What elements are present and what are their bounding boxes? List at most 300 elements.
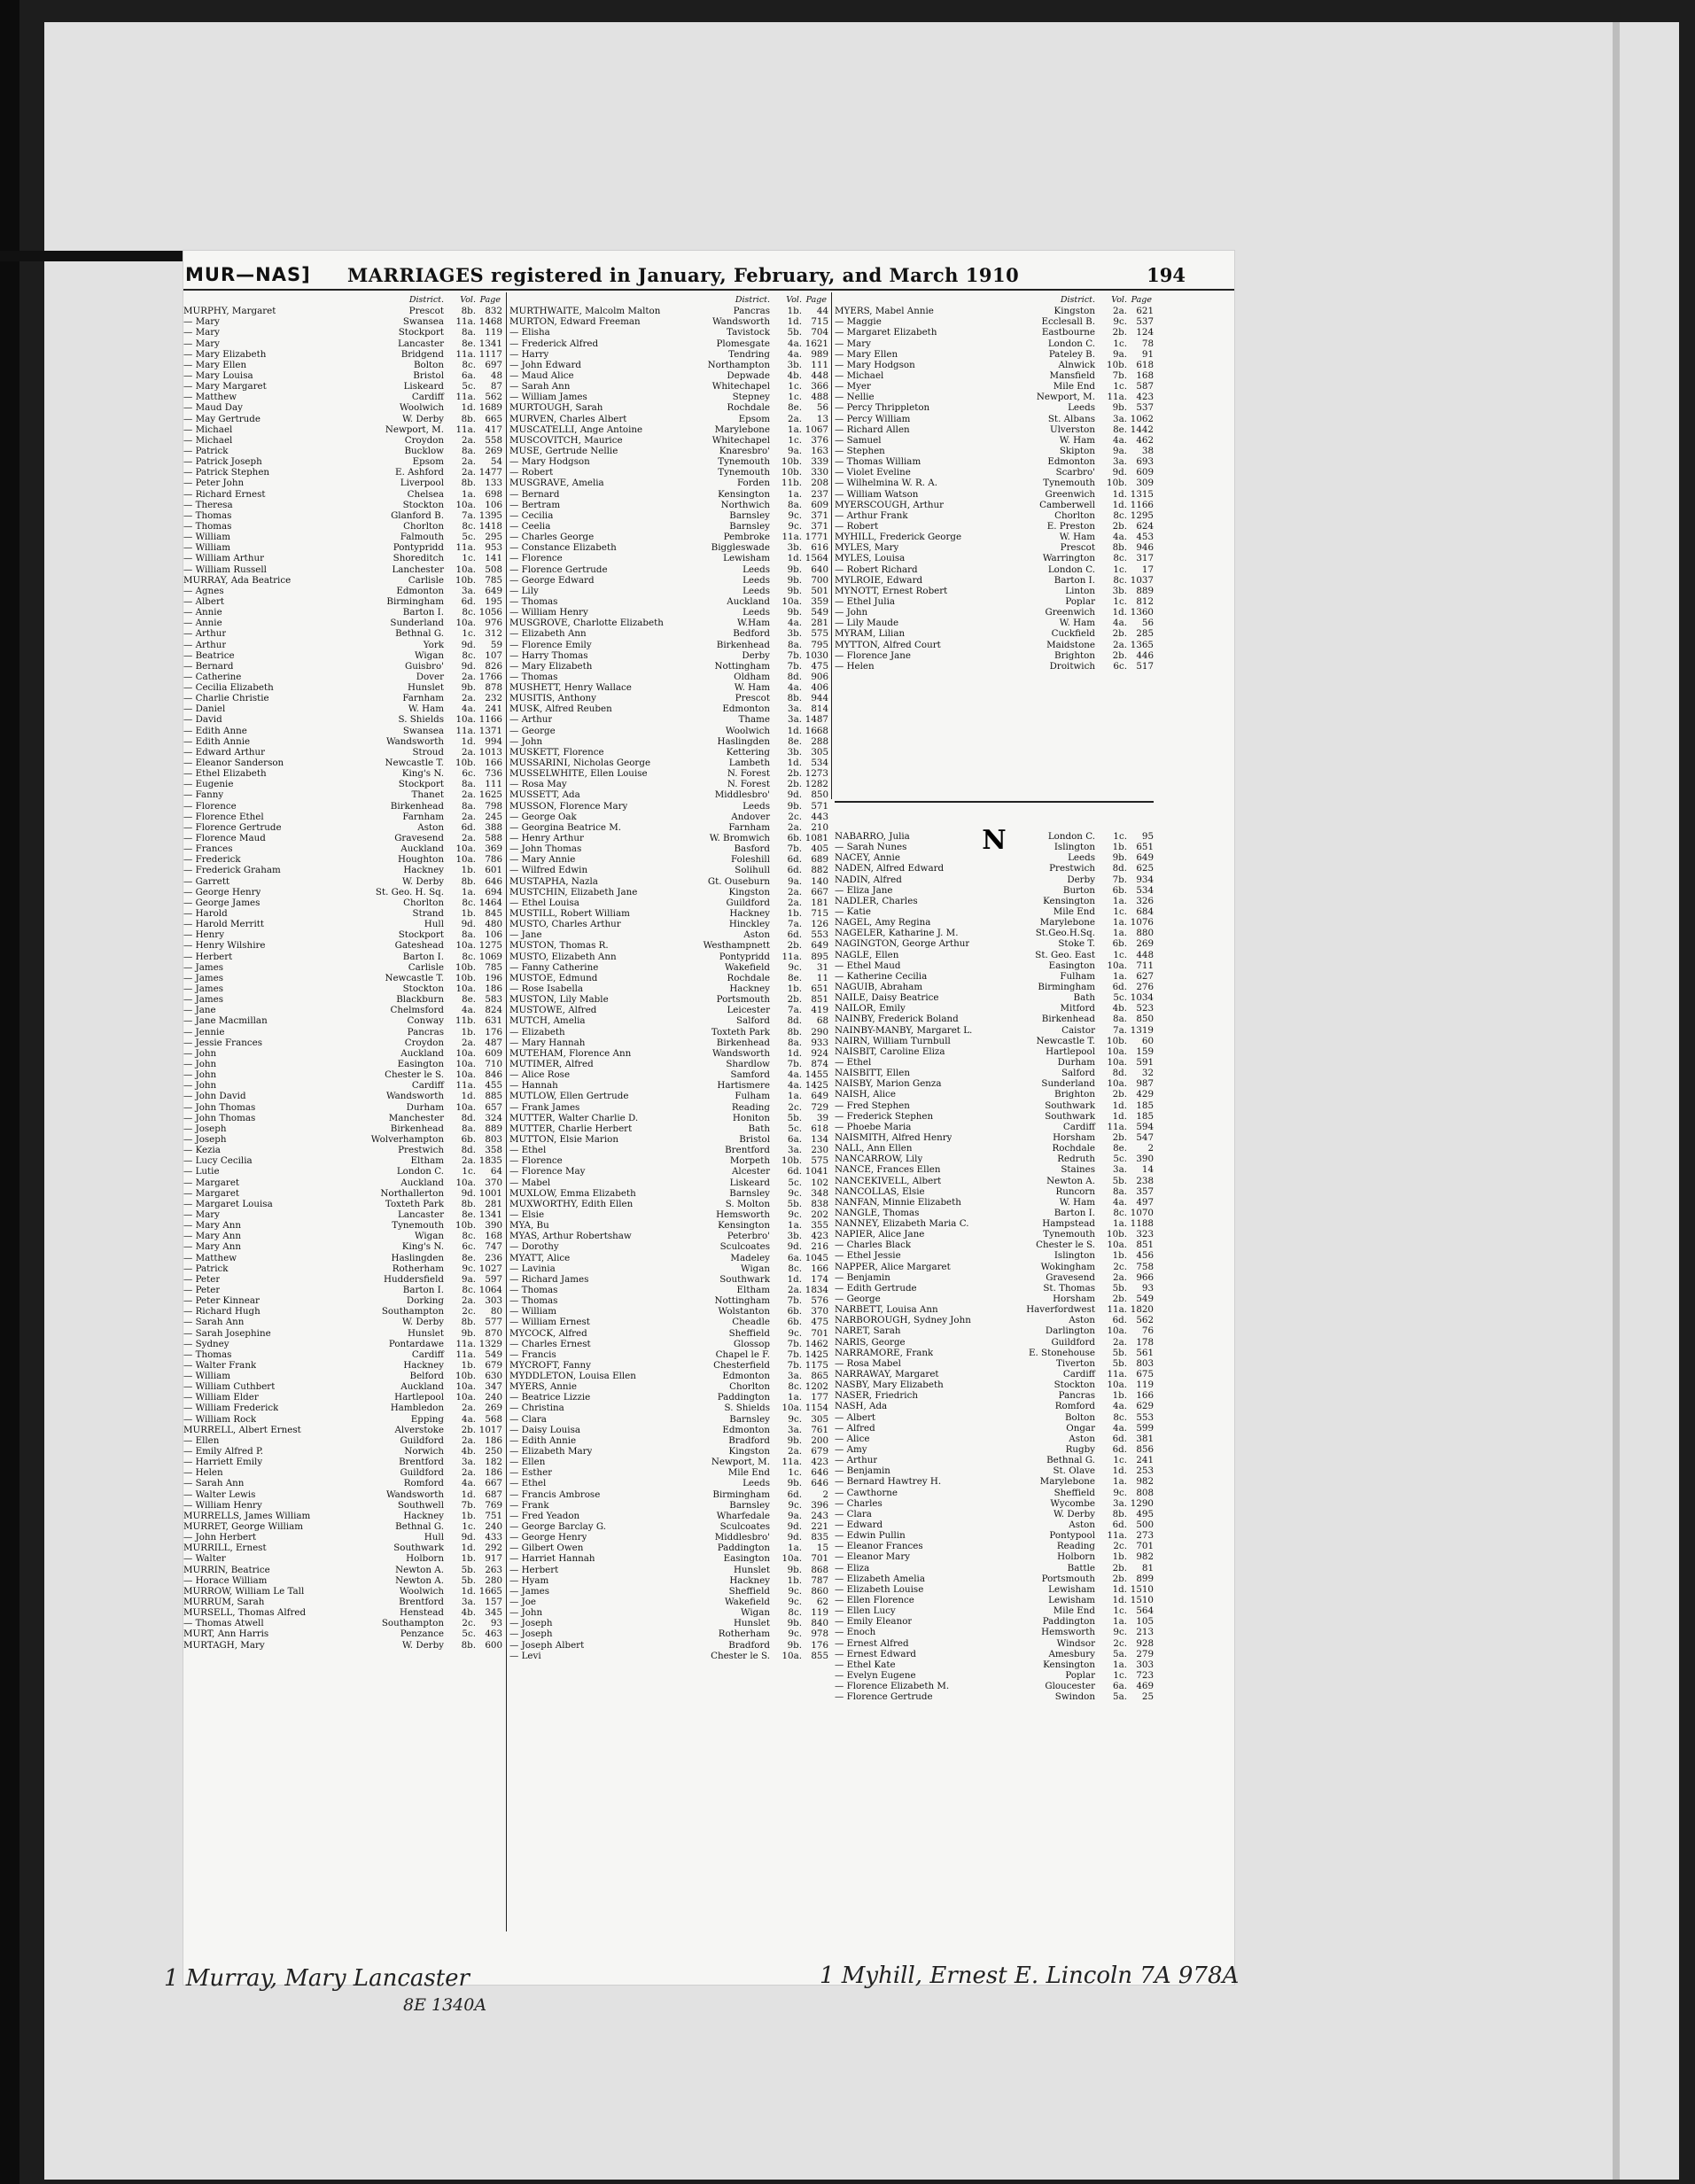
register-entry (509, 1597, 828, 1607)
entry-volume: 10a. (781, 1553, 802, 1565)
register-entry (509, 370, 828, 381)
entry-district: Guildford (1051, 1336, 1095, 1348)
entry-volume: 9b. (787, 1434, 802, 1446)
entry-name: — Michael (183, 424, 233, 435)
register-entry (183, 1080, 502, 1091)
register-entry (183, 1015, 502, 1026)
register-entry (509, 392, 828, 402)
entry-volume: 6b. (1112, 884, 1127, 896)
entry-page: 1273 (805, 768, 828, 780)
entry-district: Reading (1056, 1541, 1095, 1552)
entry-district: Prescot (1060, 542, 1095, 554)
entry-volume: 1b. (787, 306, 802, 317)
entry-page: 1341 (478, 1209, 502, 1220)
entry-name: MURRILL, Ernest (183, 1543, 267, 1554)
register-entry (183, 1511, 502, 1521)
entry-district: St. Olave (1053, 1465, 1095, 1477)
entry-district: Basford (734, 843, 770, 855)
sheet-edge-shadow (1613, 22, 1620, 2180)
register-entry (183, 586, 502, 596)
register-entry (183, 1403, 502, 1413)
entry-volume: 3a. (462, 585, 476, 596)
entry-page: 577 (485, 1317, 502, 1328)
register-entry (183, 1155, 502, 1166)
film-edge (0, 0, 19, 2184)
entry-district: Leeds (743, 1478, 770, 1489)
entry-name: — Mary Ann (183, 1241, 241, 1253)
entry-page: 1329 (478, 1338, 502, 1349)
entry-name: NADIN, Alfred (835, 874, 902, 885)
entry-volume: 4a. (1113, 434, 1127, 446)
register-entry (835, 1154, 1154, 1164)
register-entry (183, 1166, 502, 1177)
entry-name: — John (183, 1058, 217, 1069)
entry-volume: 4b. (461, 1446, 476, 1457)
entry-page: 140 (811, 875, 828, 887)
entry-volume: 2b. (1112, 1131, 1127, 1143)
entry-page: 475 (811, 660, 828, 672)
entry-district: Shoreditch (393, 553, 444, 564)
entry-page: 798 (485, 800, 502, 812)
entry-name: — Margaret Elizabeth (835, 327, 937, 338)
register-entry (183, 650, 502, 661)
entry-volume: 8a. (1113, 1185, 1127, 1197)
register-entry (835, 1337, 1154, 1348)
entry-name: — Phoebe Maria (835, 1121, 912, 1132)
entry-volume: 9c. (788, 1187, 802, 1199)
register-entry (509, 908, 828, 919)
entry-page: 240 (485, 1392, 502, 1403)
entry-volume: 5b. (787, 1112, 802, 1123)
entry-district: Edmonton (1047, 456, 1095, 468)
entry-district: Barnsley (729, 1499, 770, 1511)
entry-district: Pancras (1058, 1390, 1095, 1402)
entry-page: 1766 (478, 671, 502, 682)
register-entry (509, 542, 828, 553)
entry-name: — Ellen (509, 1457, 546, 1468)
entry-volume: 2b. (461, 1424, 476, 1435)
page-heading: Page (805, 295, 827, 305)
entry-page: 840 (811, 1618, 828, 1629)
entry-district: Ulverston (1049, 424, 1095, 435)
register-entry (509, 1231, 828, 1241)
entry-page: 1834 (805, 1284, 828, 1295)
entry-district: Lancaster (398, 338, 444, 349)
register-entry (183, 898, 502, 908)
entry-name: — Helen (183, 1467, 223, 1479)
entry-volume: 8b. (461, 306, 476, 317)
entry-name: — Arthur (183, 639, 227, 650)
register-entry (835, 982, 1154, 992)
entry-volume: 6a. (788, 1252, 802, 1263)
entry-volume: 7b. (787, 843, 802, 855)
entry-district: Falmouth (400, 532, 444, 543)
entry-volume: 8c. (462, 1231, 476, 1242)
entry-district: Auckland (400, 1177, 444, 1188)
entry-district: Eltham (736, 1284, 770, 1295)
entry-name: MYHILL, Frederick George (835, 532, 962, 543)
entry-name: — Herbert (183, 951, 233, 962)
entry-page: 423 (811, 1457, 828, 1468)
entry-name: MUSHETT, Henry Wallace (509, 682, 632, 694)
entry-district: Eastbourne (1041, 327, 1095, 338)
register-entry (509, 876, 828, 887)
entry-volume: 11a. (1107, 1369, 1127, 1380)
entry-volume: 3b. (1112, 585, 1127, 596)
entry-volume: 9d. (787, 1532, 802, 1543)
entry-page: 376 (811, 434, 828, 446)
entry-volume: 10a. (455, 854, 476, 866)
entry-district: W. Ham (1059, 532, 1095, 543)
register-entry (509, 919, 828, 929)
entry-volume: 4a. (1113, 1401, 1127, 1412)
entry-name: — Maggie (835, 316, 882, 328)
entry-district: Epsom (738, 413, 770, 424)
entry-name: NADLER, Charles (835, 895, 918, 906)
entry-district: St. Geo. H. Sq. (375, 886, 444, 898)
entry-name: MUSTAPHA, Nazla (509, 875, 598, 887)
entry-name: MURTAGH, Mary (183, 1639, 265, 1651)
entry-name: — William Russell (183, 563, 267, 575)
entry-district: Croydon (404, 1037, 444, 1048)
register-entry (183, 1209, 502, 1220)
entry-volume: 8c. (788, 1263, 802, 1274)
entry-name: — Jane (509, 929, 542, 941)
register-entry (835, 542, 1154, 553)
register-entry (835, 1176, 1154, 1186)
entry-page: 159 (1136, 1045, 1154, 1057)
entry-page: 1030 (805, 649, 828, 661)
entry-volume: 10a. (455, 618, 476, 629)
entry-name: — Cawthorne (835, 1487, 898, 1498)
entry-district: Birmingham (1038, 981, 1095, 992)
entry-district: Swansea (402, 725, 444, 736)
entry-volume: 2b. (1112, 1573, 1127, 1584)
entry-volume: 2a. (462, 467, 476, 478)
entry-volume: 1b. (1112, 1390, 1127, 1402)
entry-district: Northallerton (380, 1187, 444, 1199)
entry-name: — Bertram (509, 499, 561, 510)
entry-page: 700 (811, 574, 828, 586)
entry-district: Wandsworth (385, 1488, 444, 1500)
entry-volume: 10a. (455, 563, 476, 575)
entry-page: 357 (1136, 1185, 1154, 1197)
register-entry (509, 618, 828, 628)
register-entry (509, 898, 828, 908)
entry-district: Newport, M. (711, 1457, 770, 1468)
column-3-n-section (835, 831, 1154, 1702)
entry-district: Guildford (726, 897, 770, 908)
entry-name: — Charles Black (835, 1240, 912, 1251)
entry-page: 370 (485, 1177, 502, 1188)
entry-page: 59 (490, 639, 502, 650)
entry-name: — Mary Hodgson (509, 456, 590, 468)
register-entry (509, 650, 828, 661)
entry-page: 390 (1136, 1154, 1154, 1165)
entry-district: Rochdale (727, 972, 770, 983)
entry-name: — John Thomas (183, 1112, 256, 1123)
entry-name: — Eliza Jane (835, 884, 893, 896)
entry-page: 93 (490, 1618, 502, 1629)
register-entry (835, 1423, 1154, 1434)
entry-volume: 2a. (1113, 1336, 1127, 1348)
entry-name: — Cecilia (509, 509, 554, 521)
register-entry (509, 1414, 828, 1425)
entry-page: 17 (1141, 563, 1154, 575)
register-entry (835, 971, 1154, 982)
entry-name: — Sarah Josephine (183, 1327, 271, 1339)
entry-name: — Mary Annie (509, 854, 576, 866)
entry-volume: 1d. (1112, 1465, 1127, 1477)
entry-name: — Georgina Beatrice M. (509, 821, 622, 833)
entry-volume: 6d. (787, 929, 802, 941)
entry-volume: 2a. (462, 1467, 476, 1479)
entry-district: Middlesbro' (714, 1532, 770, 1543)
entry-name: NAIRN, William Turnbull (835, 1035, 951, 1046)
entry-district: Chesterfield (713, 1359, 770, 1371)
entry-name: — Jessie Frances (183, 1037, 263, 1048)
entry-volume: 8a. (788, 639, 802, 650)
entry-name: MURT, Ann Harris (183, 1628, 269, 1640)
entry-page: 1668 (805, 725, 828, 736)
register-entry (509, 1435, 828, 1446)
entry-district: Gt. Ouseburn (707, 875, 770, 887)
entry-district: Southwark (719, 1273, 770, 1285)
entry-name: — Florence Maud (183, 833, 266, 844)
entry-volume: 11a. (455, 1348, 476, 1360)
entry-volume: 2b. (1112, 1294, 1127, 1305)
register-entry (835, 1078, 1154, 1089)
entry-name: NAGEL, Amy Regina (835, 917, 931, 929)
entry-name: — Mary Ellen (183, 359, 247, 370)
entry-name: — Peter (183, 1273, 221, 1285)
entry-page: 646 (811, 1467, 828, 1479)
entry-volume: 9d. (461, 1532, 476, 1543)
entry-volume: 8c. (462, 951, 476, 962)
entry-volume: 1c. (462, 628, 476, 640)
entry-name: — Wilhelmina W. R. A. (835, 478, 938, 489)
entry-page: 553 (1136, 1411, 1154, 1423)
register-entry (509, 1586, 828, 1597)
entry-district: Gateshead (394, 940, 444, 952)
entry-page: 609 (1136, 467, 1154, 478)
register-entry (509, 489, 828, 500)
entry-district: Pontardawe (388, 1338, 444, 1349)
entry-page: 330 (811, 467, 828, 478)
register-entry (835, 1057, 1154, 1068)
register-entry (509, 682, 828, 693)
entry-name: — Edwin Pullin (835, 1530, 906, 1542)
entry-volume: 1a. (1113, 928, 1127, 939)
entry-name: MUSSON, Florence Mary (509, 800, 628, 812)
entry-name: NANFAN, Minnie Elizabeth (835, 1196, 961, 1208)
entry-name: — Enoch (835, 1627, 876, 1638)
entry-district: N. Forest (727, 768, 770, 780)
entry-name: — Eleanor Frances (835, 1541, 923, 1552)
entry-district: Wigan (740, 1263, 770, 1274)
entry-page: 292 (485, 1543, 502, 1554)
entry-volume: 1c. (462, 1166, 476, 1177)
entry-district: Samford (730, 1069, 770, 1081)
entry-volume: 1c. (462, 1521, 476, 1533)
entry-district: Horsham (1053, 1294, 1095, 1305)
register-entry (183, 1618, 502, 1628)
register-entry (183, 381, 502, 392)
entry-volume: 2a. (462, 671, 476, 682)
entry-district: E. Preston (1046, 520, 1095, 532)
entry-district: Glanford B. (391, 509, 444, 521)
entry-page: 263 (485, 1564, 502, 1575)
entry-district: S. Shields (398, 714, 444, 726)
entry-volume: 8c. (462, 359, 476, 370)
entry-page: 715 (811, 908, 828, 920)
entry-volume: 10a. (455, 983, 476, 994)
entry-name: — Evelyn Eugene (835, 1669, 916, 1681)
entry-name: — Gilbert Owen (509, 1543, 584, 1554)
entry-name: — Mary Louisa (183, 369, 253, 381)
entry-volume: 3b. (787, 542, 802, 554)
entry-district: Gravesend (1046, 1271, 1095, 1283)
entry-district: Wolstanton (718, 1306, 770, 1317)
register-entry (835, 424, 1154, 435)
entry-volume: 7b. (1112, 369, 1127, 381)
entry-name: — Henry (183, 929, 225, 941)
entry-page: 785 (485, 961, 502, 973)
entry-district: Newcastle T. (1036, 1035, 1095, 1046)
entry-page: 339 (811, 456, 828, 468)
entry-name: — Florence May (509, 1166, 586, 1177)
entry-page: 241 (1136, 1455, 1154, 1466)
entry-district: W. Derby (1053, 1508, 1095, 1519)
entry-page: 679 (811, 1446, 828, 1457)
entry-page: 880 (1136, 928, 1154, 939)
entry-page: 419 (811, 1005, 828, 1016)
entry-name: — Mary Ann (183, 1220, 241, 1232)
register-entry (183, 1371, 502, 1381)
entry-page: 846 (485, 1069, 502, 1081)
register-entry (835, 381, 1154, 392)
entry-page: 186 (485, 983, 502, 994)
entry-district: Rochdale (727, 402, 770, 414)
entry-volume: 11b. (781, 478, 802, 489)
entry-volume: 11a. (455, 348, 476, 360)
entry-district: Wigan (740, 1607, 770, 1619)
entry-page: 93 (1141, 1282, 1154, 1294)
entry-district: Bristol (739, 1133, 770, 1145)
entry-district: Darlington (1045, 1325, 1095, 1337)
register-entry (509, 1145, 828, 1155)
entry-volume: 8c. (1113, 1207, 1127, 1218)
entry-volume: 8a. (462, 800, 476, 812)
register-entry (835, 1681, 1154, 1691)
entry-name: — Lily (509, 585, 539, 596)
entry-name: MURTOUGH, Sarah (509, 402, 603, 414)
entry-volume: 8e. (462, 338, 476, 349)
entry-volume: 1a. (788, 424, 802, 435)
entry-page: 1067 (805, 424, 828, 435)
entry-page: 213 (1136, 1627, 1154, 1638)
entry-page: 860 (811, 1585, 828, 1597)
register-entry (183, 575, 502, 586)
entry-page: 406 (811, 682, 828, 694)
entry-volume: 1b. (461, 1553, 476, 1565)
entry-district: Caistor (1061, 1024, 1095, 1036)
entry-page: 475 (811, 1317, 828, 1328)
entry-volume: 8e. (462, 1252, 476, 1263)
entry-volume: 1b. (461, 1026, 476, 1038)
entry-name: — Henry Wilshire (183, 940, 266, 952)
entry-volume: 3b. (787, 746, 802, 758)
entry-page: 250 (485, 1446, 502, 1457)
entry-page: 31 (816, 961, 828, 973)
entry-volume: 5b. (1112, 1347, 1127, 1358)
entry-district: Stockton (1054, 1380, 1095, 1391)
entry-volume: 9c. (1113, 1627, 1127, 1638)
entry-page: 202 (811, 1209, 828, 1220)
entry-name: MYA, Bu (509, 1220, 549, 1232)
entry-district: Barnsley (729, 1413, 770, 1425)
entry-name: MUTCH, Amelia (509, 1015, 586, 1027)
entry-volume: 5b. (787, 1198, 802, 1209)
section-letter: N (982, 825, 1007, 856)
entry-volume: 3a. (1113, 456, 1127, 468)
entry-page: 899 (1136, 1573, 1154, 1584)
register-entry (183, 414, 502, 424)
entry-name: — Myer (835, 381, 871, 392)
entry-volume: 8c. (788, 1607, 802, 1619)
entry-district: Kingston (1054, 306, 1095, 317)
register-entry (183, 1328, 502, 1339)
entry-name: MUSTCHIN, Elizabeth Jane (509, 886, 638, 898)
entry-page: 396 (811, 1499, 828, 1511)
entry-district: Greenwich (1045, 488, 1095, 500)
entry-district: Andover (731, 811, 770, 822)
entry-volume: 2b. (787, 994, 802, 1006)
entry-volume: 10a. (455, 499, 476, 510)
entry-page: 15 (816, 1543, 828, 1554)
entry-name: — Horace William (183, 1574, 268, 1586)
entry-district: Derby (742, 649, 770, 661)
entry-volume: 9d. (461, 919, 476, 930)
entry-volume: 6d. (461, 821, 476, 833)
entry-district: Edmonton (722, 1424, 770, 1435)
entry-page: 1056 (478, 607, 502, 618)
entry-district: Salford (1061, 1068, 1095, 1079)
entry-volume: 9b. (787, 563, 802, 575)
entry-name: — Eugenie (183, 779, 234, 790)
entry-volume: 9b. (461, 1327, 476, 1339)
entry-district: Islington (1054, 842, 1095, 853)
entry-volume: 1c. (1113, 595, 1127, 607)
register-entry (835, 1143, 1154, 1154)
entry-volume: 10a. (455, 1047, 476, 1059)
entry-name: — John David (183, 1091, 246, 1102)
register-entry (183, 1360, 502, 1371)
register-entry (509, 1253, 828, 1263)
entry-volume: 3a. (788, 1145, 802, 1156)
register-entry (183, 983, 502, 994)
entry-volume: 10b. (781, 456, 802, 468)
entry-volume: 8a. (462, 445, 476, 456)
register-entry (835, 1325, 1154, 1336)
entry-name: — Ethel Elizabeth (183, 768, 267, 780)
entry-name: — Margaret (183, 1177, 240, 1188)
entry-volume: 7b. (787, 1338, 802, 1349)
entry-name: — James (183, 961, 223, 973)
district-heading: District. (408, 295, 444, 305)
entry-district: King's N. (401, 768, 444, 780)
entry-page: 326 (1136, 895, 1154, 906)
